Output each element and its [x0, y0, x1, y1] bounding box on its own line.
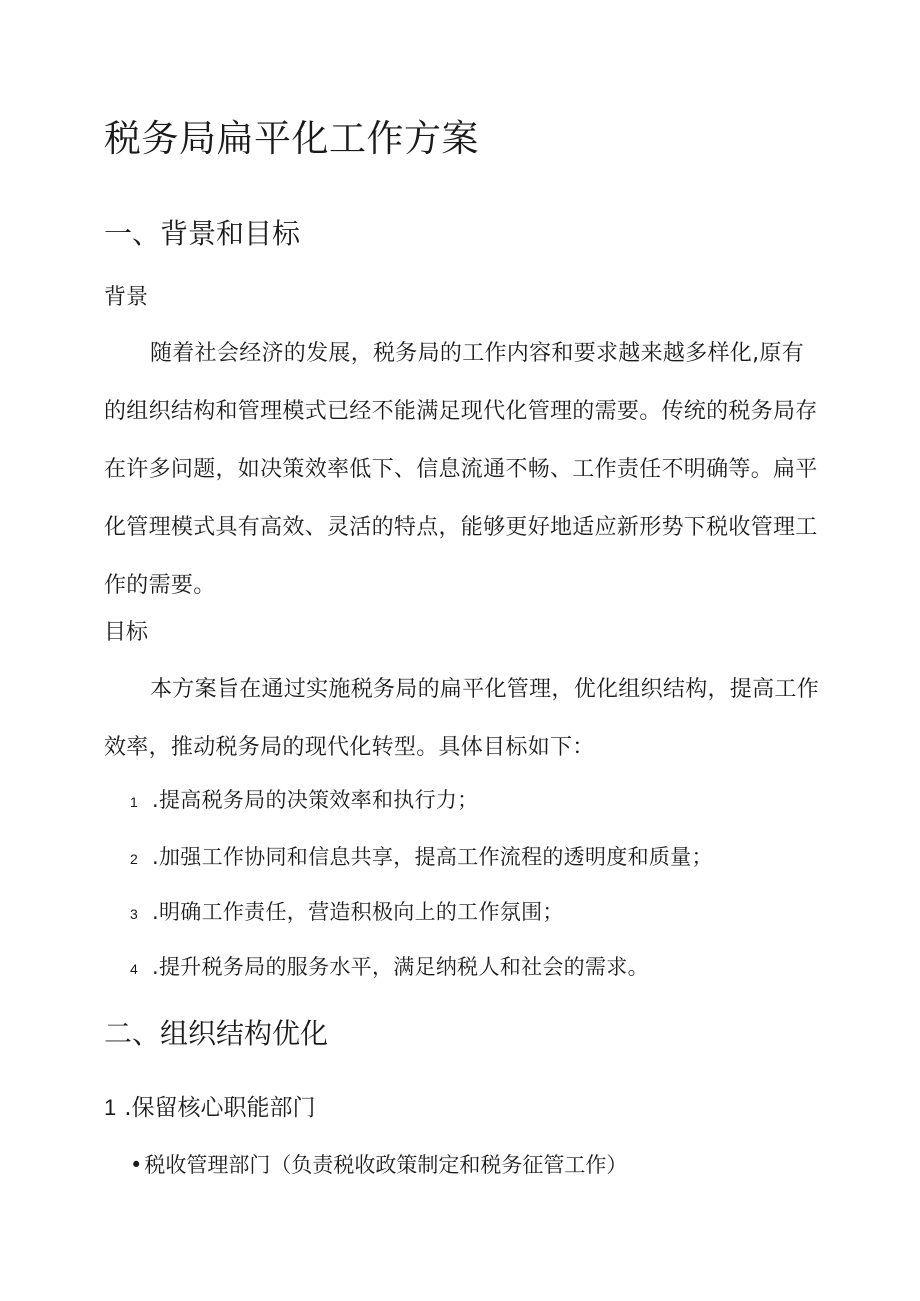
paragraph-goal: 本方案旨在通过实施税务局的扁平化管理，优化组织结构，提高工作效率，推动税务局的现代化转型。具体目标如下： [104, 677, 820, 760]
list-number: 1 [130, 794, 138, 810]
subheading-background: 背景 [104, 285, 149, 310]
list-item-goal-2 [130, 841, 713, 875]
bullet-mark: • [130, 1153, 143, 1177]
section-heading-background-goals: 一、背景和目标 [104, 217, 301, 250]
list-number: 3 [130, 906, 138, 922]
list-text: .加强工作协同和信息共享，提高工作流程的透明度和质量； [152, 845, 713, 869]
list-number: 4 [130, 961, 138, 977]
list-number: 2 [130, 851, 138, 867]
bullet-item-tax-management [130, 1149, 627, 1181]
list-text: .提升税务局的服务水平，满足纳税人和社会的需求。 [152, 955, 649, 979]
list-text: .明确工作责任，营造积极向上的工作氛围； [152, 900, 564, 924]
list-item-goal-4 [130, 951, 649, 985]
subheading-text: .保留核心职能部门 [124, 1095, 316, 1121]
subheading-keep-core-departments [104, 1091, 316, 1125]
list-text: .提高税务局的决策效率和执行力； [152, 788, 479, 812]
list-item-goal-1 [130, 784, 478, 818]
section-heading-org-structure: 二、组织结构优化 [104, 1017, 329, 1050]
document-title: 税务局扁平化工作方案 [104, 117, 479, 160]
paragraph-background: 随着社会经济的发展，税务局的工作内容和要求越来越多样化,原有的组织结构和管理模式已经不能满足现代化管理的需要。传统的税务局存在许多问题，如决策效率低下、信息流通不畅、工作责任不明确等。扁平化管理模式具有高效、灵活的特点，能够更好地适应新形势下税收管理工作的需要。 [104, 341, 818, 598]
subheading-goal: 目标 [104, 620, 149, 645]
subheading-number: 1 [104, 1095, 117, 1120]
bullet-text: 税收管理部门（负责税收政策制定和税务征管工作） [144, 1153, 628, 1177]
list-item-goal-3 [130, 896, 564, 930]
